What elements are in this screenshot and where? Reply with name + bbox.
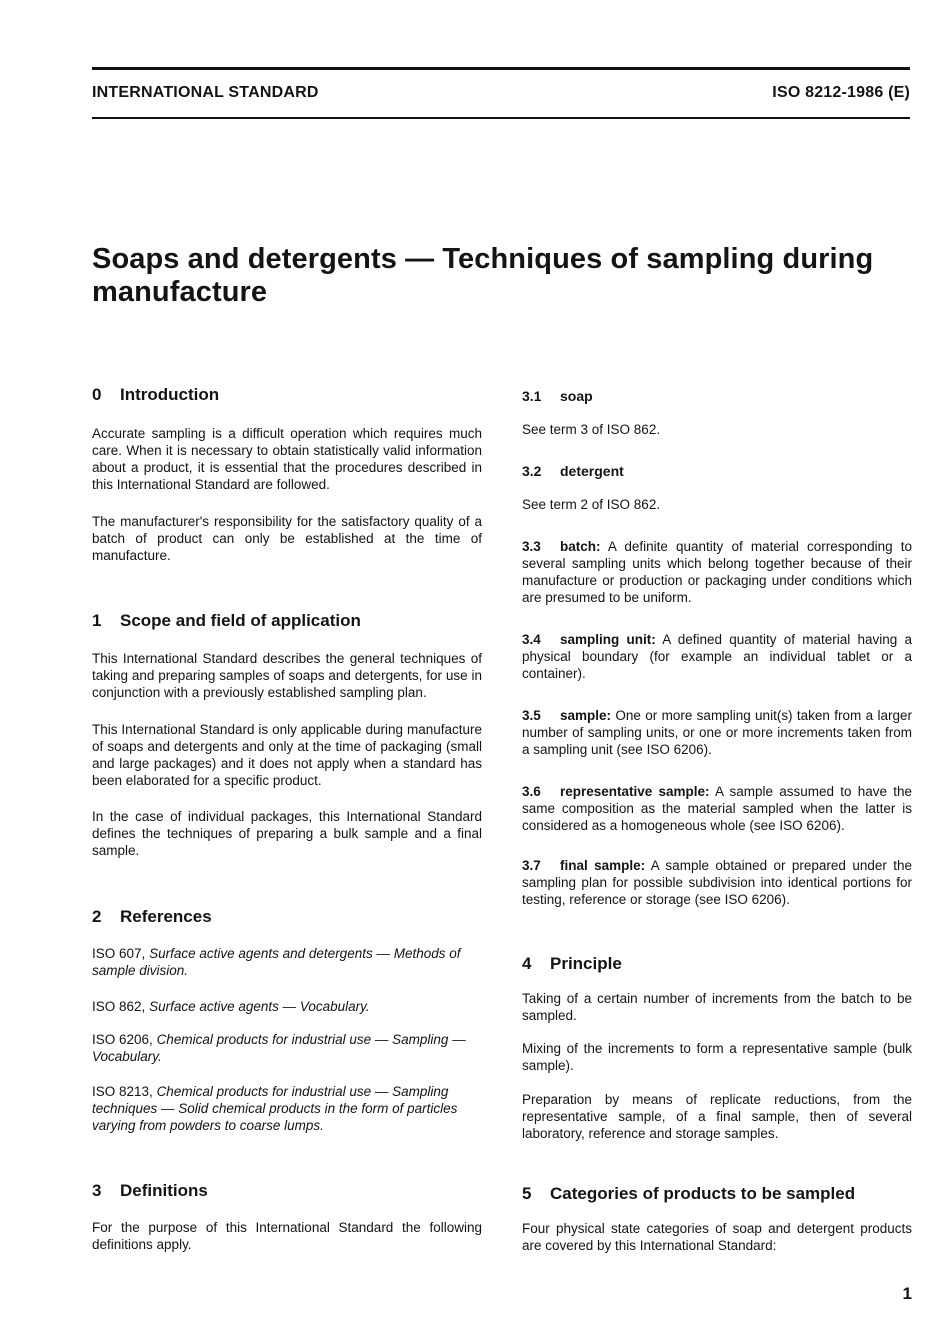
section-5-heading [522, 1184, 912, 1204]
reference-iso-8213 [92, 1083, 482, 1134]
definition-number: 3.3 [522, 539, 541, 554]
definition-number: 3.2 [522, 463, 542, 479]
reference-iso-607 [92, 945, 482, 979]
intro-paragraph-1: Accurate sampling is a difficult operation which requires much care. When it is necessary to obtain statistically valid information about a product, it is essential that the procedures described in this International Standard are followed. [92, 426, 482, 492]
definition-3-1-heading [522, 387, 912, 405]
section-number: 3 [92, 1181, 102, 1200]
categories-intro: Four physical state categories of soap and detergent products are covered by this International Standard: [522, 1221, 912, 1253]
reference-iso-6206 [92, 1031, 482, 1065]
definition-number: 3.6 [522, 784, 541, 799]
definition-3-3 [522, 538, 912, 606]
section-title: Definitions [120, 1181, 208, 1200]
definition-term: sampling unit: [560, 632, 656, 647]
section-title: Categories of products to be sampled [550, 1184, 856, 1203]
principle-paragraph-1: Taking of a certain number of increments from the batch to be sampled. [522, 991, 912, 1023]
reference-id: ISO 6206, [92, 1032, 153, 1047]
standard-number: ISO 8212-1986 (E) [772, 84, 910, 101]
reference-iso-862 [92, 998, 482, 1015]
header-top-rule [92, 67, 910, 70]
definition-text: A definite quantity of material corresponding to several sampling units which belong together because of their manufacture or production or packaging under conditions which are presumed to be uniform. [522, 539, 912, 605]
definition-term: sample: [560, 708, 612, 723]
definition-3-1-text: See term 3 of ISO 862. [522, 422, 661, 437]
header-bottom-rule [92, 117, 910, 119]
definition-number: 3.5 [522, 708, 541, 723]
definition-number: 3.4 [522, 632, 541, 647]
definition-3-2-text: See term 2 of ISO 862. [522, 497, 661, 512]
definition-3-4 [522, 631, 912, 682]
section-number: 5 [522, 1184, 532, 1203]
definition-term: soap [560, 388, 593, 404]
definitions-intro: For the purpose of this International Standard the following definitions apply. [92, 1220, 482, 1252]
definition-number: 3.1 [522, 388, 542, 404]
definition-3-2-heading [522, 462, 912, 480]
section-1-heading [92, 611, 482, 631]
definition-3-5 [522, 707, 912, 758]
section-number: 2 [92, 907, 102, 926]
definition-3-7 [522, 857, 912, 908]
scope-paragraph-1: This International Standard describes the general techniques of taking and preparing samples of soaps and detergents, for use in conjunction with a previously established sampling plan. [92, 651, 482, 700]
document-title: Soaps and detergents — Techniques of sampling during manufacture [92, 243, 874, 308]
page-number: 1 [902, 1284, 912, 1303]
definition-term: final sample: [560, 858, 646, 873]
standard-type-label: INTERNATIONAL STANDARD [92, 84, 319, 101]
definition-text: A sample obtained or prepared under the sampling plan for possible subdivision into identical portions for testing, reference or storage (see ISO 6206). [522, 858, 912, 907]
section-number: 0 [92, 385, 102, 404]
reference-title: Surface active agents and detergents — Methods of sample division. [92, 946, 461, 978]
section-number: 1 [92, 611, 102, 630]
section-number: 4 [522, 954, 532, 973]
section-2-heading [92, 907, 482, 927]
section-title: Introduction [120, 385, 220, 404]
scope-paragraph-3: In the case of individual packages, this International Standard defines the techniques of preparing a bulk sample and a final sample. [92, 809, 482, 858]
section-4-heading [522, 954, 912, 974]
section-title: Scope and field of application [120, 611, 361, 630]
definition-text: One or more sampling unit(s) taken from a larger number of sampling units, or one or more increments taken from a sampling unit (see ISO 6206). [522, 708, 912, 757]
intro-paragraph-2: The manufacturer's responsibility for the satisfactory quality of a batch of product can only be established at the time of manufacture. [92, 514, 482, 563]
section-title: References [120, 907, 212, 926]
definition-term: representative sample: [560, 784, 710, 799]
definition-term: batch: [560, 539, 601, 554]
reference-title: Surface active agents — Vocabulary. [149, 999, 370, 1014]
reference-title: Chemical products for industrial use — Sampling techniques — Solid chemical products in the form of particles varying from powders to coarse lumps. [92, 1084, 458, 1133]
section-0-heading [92, 385, 482, 405]
scope-paragraph-2: This International Standard is only applicable during manufacture of soaps and detergents and only at the time of packaging (small and large packages) and it does not apply when a standard has been elaborated for a specific product. [92, 722, 482, 788]
reference-id: ISO 862, [92, 999, 146, 1014]
section-title: Principle [550, 954, 622, 973]
definition-text: A sample assumed to have the same composition as the material sampled when the latter is considered as a homogeneous whole (see ISO 6206). [522, 784, 912, 833]
principle-paragraph-2: Mixing of the increments to form a representative sample (bulk sample). [522, 1041, 912, 1073]
reference-title: Chemical products for industrial use — Sampling — Vocabulary. [92, 1032, 466, 1064]
definition-number: 3.7 [522, 858, 541, 873]
definition-term: detergent [560, 463, 624, 479]
reference-id: ISO 8213, [92, 1084, 153, 1099]
section-3-heading [92, 1181, 482, 1201]
definition-3-6 [522, 783, 912, 834]
definition-text: A defined quantity of material having a physical boundary (for example an individual tablet or a container). [522, 632, 912, 681]
reference-id: ISO 607, [92, 946, 146, 961]
principle-paragraph-3: Preparation by means of replicate reductions, from the representative sample, of a final sample, then of several laboratory, reference and storage samples. [522, 1092, 912, 1141]
